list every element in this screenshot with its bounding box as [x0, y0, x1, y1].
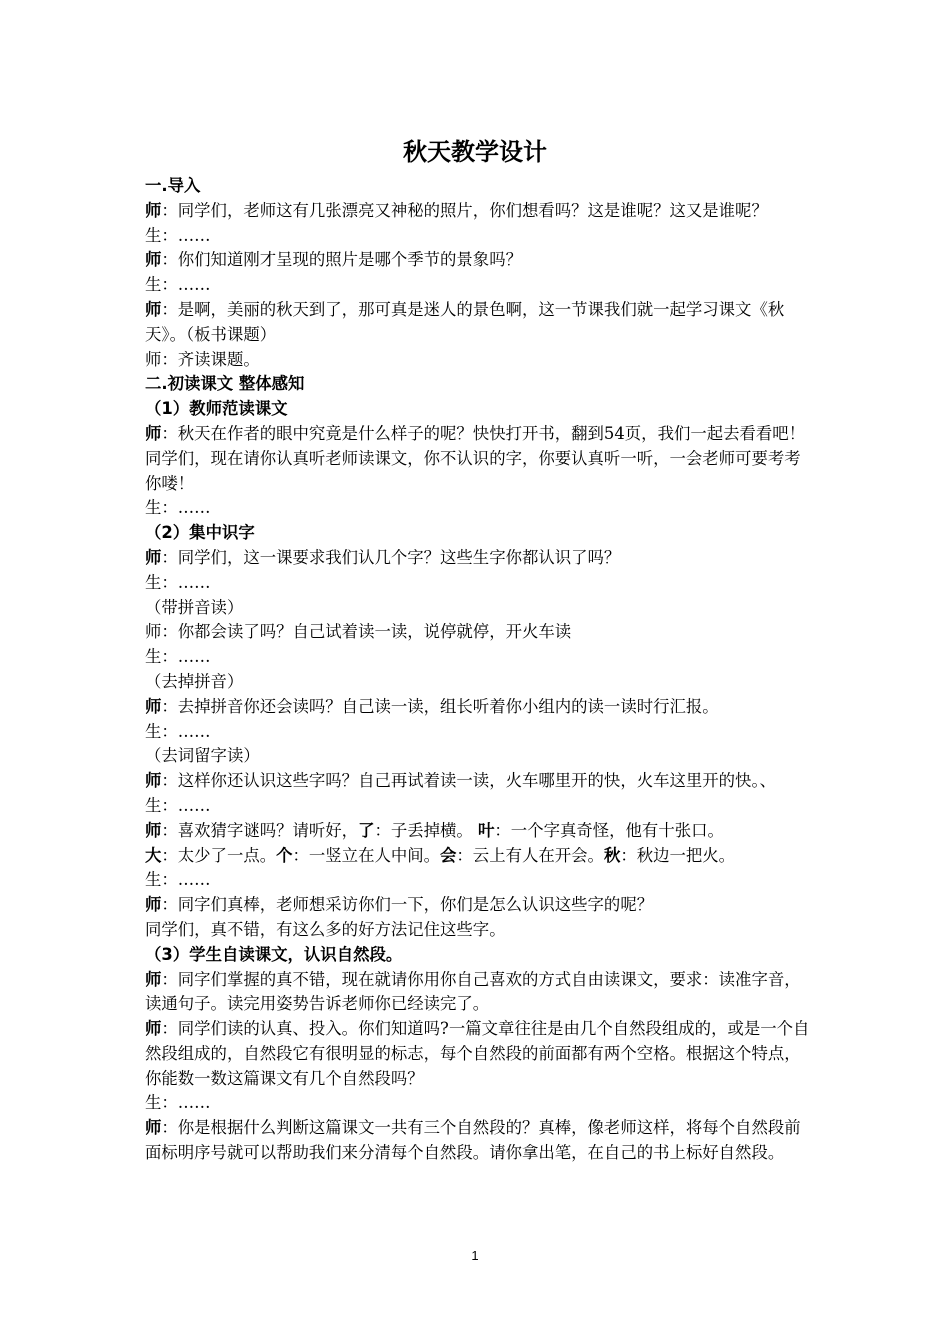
- paragraph-text: ：一个字真奇怪，他有十张口。: [494, 820, 724, 840]
- riddle-key: 会: [440, 845, 457, 865]
- paragraph-text: ：这样你还认识这些字吗？自己再试着读一读，火车哪里开的快，火车这里开的快。、: [161, 771, 777, 791]
- paragraph-text: ：同学们，老师这有几张漂亮又神秘的照片，你们想看吗？这是谁呢？这又是谁呢？生：……: [145, 200, 768, 245]
- speaker-label: 师: [145, 969, 162, 989]
- speaker-label: 师: [145, 895, 162, 915]
- paragraph-text: ：同学们读的认真、投入。你们知道吗?一篇文章往往是由几个自然段组成的，或是一个自然段组成的，自然段它有很明显的标志，每个自然段的前面都有两个空格。根据这个特点，你能数一数这篇课文有几个自然段吗？: [145, 1019, 810, 1088]
- subsection-heading: （2）集中识字: [145, 523, 255, 543]
- paragraph: [145, 769, 810, 794]
- speaker-label: 师: [145, 696, 162, 716]
- paragraph: 生：……: [145, 870, 211, 890]
- riddle-key: 大: [145, 845, 162, 865]
- paragraph: [145, 695, 810, 720]
- speaker-label: 师: [145, 1019, 162, 1039]
- paragraph: [145, 1116, 810, 1166]
- paragraph: [145, 422, 810, 496]
- paragraph: 师：你都会读了吗？自己试着读一读，说停就停，开火车读: [145, 622, 572, 642]
- riddle-key: 秋: [603, 845, 621, 865]
- paragraph: [145, 968, 810, 1018]
- paragraph-text: ：子丢掉横。: [374, 820, 479, 840]
- paragraph: [145, 298, 810, 348]
- riddle-key: 叶: [478, 820, 495, 840]
- paragraph-text: ：云上有人在开会。: [456, 845, 604, 865]
- paragraph: 师：齐读课题。: [145, 349, 260, 369]
- speaker-label: 师: [145, 423, 162, 443]
- paragraph-text: ：同学们，这一课要求我们认几个字？这些生字你都认识了吗？: [161, 547, 621, 567]
- paragraph: [145, 546, 810, 571]
- riddle-key: 了: [358, 820, 375, 840]
- paragraph: [145, 893, 810, 918]
- paragraph: 生：……: [145, 572, 211, 592]
- subsection-heading: （3）学生自读课文，认识自然段。: [145, 944, 403, 964]
- paragraph: [145, 819, 810, 844]
- paragraph: 生：……: [145, 1093, 211, 1113]
- section-heading: 一.导入: [145, 176, 201, 195]
- document-body: [145, 174, 810, 1166]
- paragraph-text: ：去掉拼音你还会读吗？自己读一读，组长听着你小组内的读一读时行汇报。: [161, 696, 719, 716]
- paragraph: （去词留字读）: [145, 746, 260, 766]
- paragraph: [145, 199, 810, 249]
- paragraph: [145, 248, 810, 273]
- paragraph-text: ：秋边一把火。: [620, 845, 736, 865]
- paragraph-text: ：你是根据什么判断这篇课文一共有三个自然段的？真棒，像老师这样，将每个自然段前面标明序号就可以帮助我们来分清每个自然段。请你拿出笔，在自己的书上标好自然段。: [145, 1118, 801, 1163]
- page-number: 1: [471, 1248, 479, 1263]
- paragraph: 生：……: [145, 795, 211, 815]
- paragraph-text: ：太少了一点。: [161, 845, 277, 865]
- paragraph: （带拼音读）: [145, 597, 244, 617]
- speaker-label: 师: [145, 299, 162, 319]
- speaker-label: 师: [145, 1118, 162, 1138]
- paragraph: 生：……: [145, 275, 211, 295]
- paragraph-text: ：同字们掌握的真不错，现在就请你用你自己喜欢的方式自由读课文，要求：读准字音，读通句子。读完用姿势告诉老师你已经读完了。: [145, 969, 801, 1014]
- paragraph: [145, 844, 810, 869]
- speaker-label: 师: [145, 200, 162, 220]
- speaker-label: 师: [145, 250, 162, 270]
- paragraph-text: ：喜欢猜字谜吗？请听好，: [161, 820, 359, 840]
- paragraph-text: ：是啊，美丽的秋天到了，那可真是迷人的景色啊，这一节课我们就一起学习课文《秋天》。（板书课题）: [145, 299, 785, 344]
- paragraph: 生：……: [145, 498, 211, 518]
- speaker-label: 师: [145, 547, 162, 567]
- subsection-heading: （1）教师范读课文: [145, 399, 288, 419]
- paragraph-text: ：秋天在作者的眼中究竟是什么样子的呢？快快打开书，翻到54页，我们一起去看看吧！同学们，现在请你认真听老师读课文，你不认识的字，你要认真听一听，一会老师可要考考你喽！: [145, 423, 806, 493]
- paragraph-text: ：同字们真棒，老师想采访你们一下，你们是怎么认识这些字的呢？: [161, 895, 654, 915]
- paragraph: 生：……: [145, 721, 211, 741]
- speaker-label: 师: [145, 820, 162, 840]
- paragraph: （去掉拼音）: [145, 671, 244, 691]
- riddle-key: 个: [276, 845, 293, 865]
- paragraph-text: ：你们知道刚才呈现的照片是哪个季节的景象吗？: [161, 250, 522, 270]
- paragraph: [145, 1017, 810, 1091]
- speaker-label: 师: [145, 771, 162, 791]
- paragraph: 同学们，真不错，有这么多的好方法记住这些字。: [145, 919, 506, 939]
- section-heading: 二.初读课文 整体感知: [145, 374, 305, 394]
- page-title: 秋天教学设计: [403, 138, 547, 166]
- paragraph: 生：……: [145, 647, 211, 667]
- paragraph-text: ：一竖立在人中间。: [292, 845, 441, 865]
